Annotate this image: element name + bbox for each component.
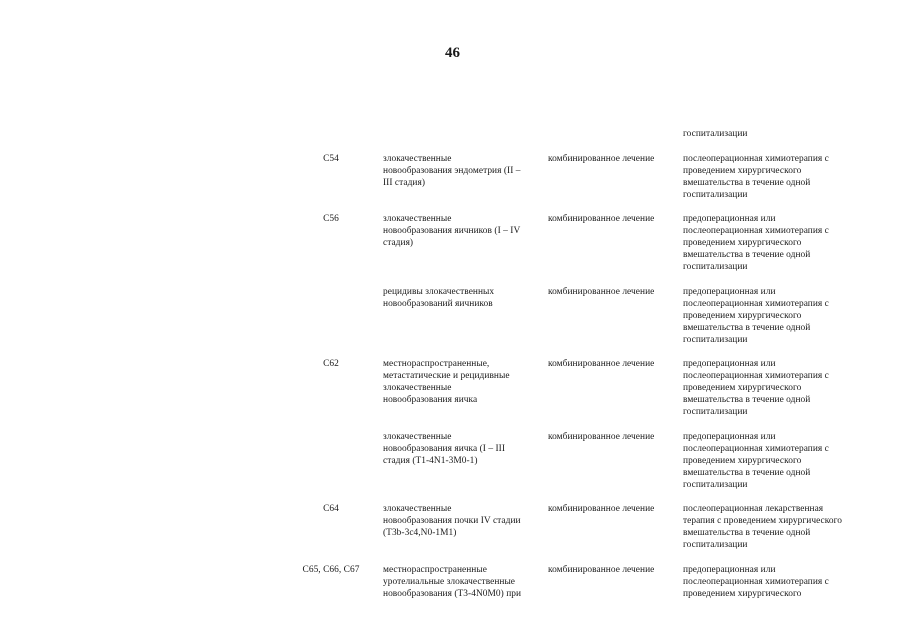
treatment-description: предоперационная или послеоперационная химиотерапия с проведением хирургического вмешательства в течение одной госпитализации: [683, 287, 829, 346]
diagnosis-code: C56: [323, 214, 339, 224]
diagnosis-description: злокачественные новообразования яичка (I – III стадия (T1-4N1-3M0-1): [383, 432, 505, 467]
treatment-type: комбинированное лечение: [548, 214, 655, 224]
diagnosis-description: рецидивы злокачественных новообразований яичников: [383, 287, 495, 310]
diagnosis-code: C54: [323, 154, 339, 164]
diagnosis-description: местнораспространенные, метастатические и рецидивные злокачественные новообразования яичка: [383, 359, 510, 406]
treatment-type: комбинированное лечение: [548, 504, 655, 514]
diagnosis-description: злокачественные новообразования эндометрия (II – III стадия): [383, 154, 521, 189]
treatment-type: комбинированное лечение: [548, 287, 655, 297]
continuation-text: госпитализации: [683, 129, 748, 139]
diagnosis-description: злокачественные новообразования почки IV стадии (T3b-3c4,N0-1M1): [383, 504, 521, 539]
diagnosis-description: злокачественные новообразования яичников (I – IV стадия): [383, 214, 521, 249]
treatment-type: комбинированное лечение: [548, 154, 655, 164]
treatment-description: предоперационная или послеоперационная химиотерапия с проведением хирургического: [683, 565, 829, 600]
diagnosis-code: C65, C66, C67: [302, 565, 360, 575]
treatment-description: предоперационная или послеоперационная химиотерапия с проведением хирургического вмешательства в течение одной госпитализации: [683, 359, 829, 418]
treatment-description: послеоперационная лекарственная терапия с проведением хирургического вмешательства в течение одной госпитализации: [683, 504, 843, 551]
treatment-description: предоперационная или послеоперационная химиотерапия с проведением хирургического вмешательства в течение одной госпитализации: [683, 214, 829, 273]
diagnosis-code: C62: [323, 359, 339, 369]
page-number: 46: [445, 45, 460, 61]
treatment-description: предоперационная или послеоперационная химиотерапия с проведением хирургического вмешательства в течение одной госпитализации: [683, 432, 829, 491]
diagnosis-description: местнораспространенные уротелиальные злокачественные новообразования (T3-4N0M0) при: [383, 565, 522, 600]
treatment-type: комбинированное лечение: [548, 432, 655, 442]
treatment-type: комбинированное лечение: [548, 565, 655, 575]
treatment-type: комбинированное лечение: [548, 359, 655, 369]
treatment-description: послеоперационная химиотерапия с проведением хирургического вмешательства в течение одной госпитализации: [683, 154, 829, 201]
diagnosis-code: C64: [323, 504, 339, 514]
